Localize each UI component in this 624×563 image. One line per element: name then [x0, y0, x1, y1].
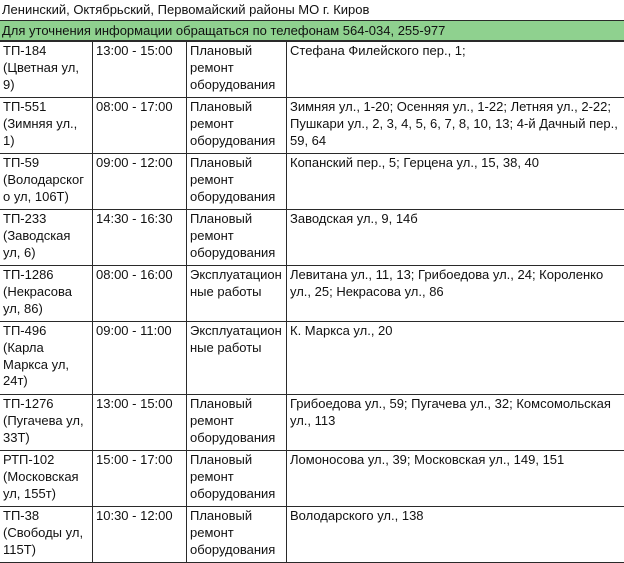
table-row [0, 42, 624, 98]
address-cell: Копанский пер., 5; Герцена ул., 15, 38, 40 [287, 154, 624, 210]
reason-cell: Плановый ремонт оборудования [187, 42, 287, 98]
reason-cell: Плановый ремонт оборудования [187, 154, 287, 210]
reason-cell: Плановый ремонт оборудования [187, 210, 287, 266]
time-cell: 15:00 - 17:00 [93, 451, 187, 507]
station-cell: ТП-1286 (Некрасова ул, 86) [0, 266, 93, 322]
table-row [0, 154, 624, 210]
time-cell: 10:30 - 12:00 [93, 507, 187, 563]
time-cell: 09:00 - 12:00 [93, 154, 187, 210]
time-cell: 09:00 - 11:00 [93, 322, 187, 395]
reason-cell: Плановый ремонт оборудования [187, 395, 287, 451]
outage-table [0, 41, 624, 563]
reason-cell: Эксплуатационные работы [187, 266, 287, 322]
address-cell: К. Маркса ул., 20 [287, 322, 624, 395]
table-row [0, 266, 624, 322]
table-row [0, 210, 624, 266]
address-cell: Заводская ул., 9, 14б [287, 210, 624, 266]
page-title: Ленинский, Октябрьский, Первомайский районы МО г. Киров [0, 0, 624, 20]
station-cell: ТП-233 (Заводская ул, 6) [0, 210, 93, 266]
time-cell: 08:00 - 16:00 [93, 266, 187, 322]
time-cell: 13:00 - 15:00 [93, 395, 187, 451]
table-row [0, 451, 624, 507]
station-cell: ТП-59 (Володарского ул, 106Т) [0, 154, 93, 210]
reason-cell: Плановый ремонт оборудования [187, 507, 287, 563]
reason-cell: Плановый ремонт оборудования [187, 451, 287, 507]
station-cell: ТП-496 (Карла Маркса ул, 24т) [0, 322, 93, 395]
table-row [0, 98, 624, 154]
contact-notice: Для уточнения информации обращаться по телефонам 564-034, 255-977 [0, 20, 624, 41]
address-cell: Грибоедова ул., 59; Пугачева ул., 32; Комсомольская ул., 113 [287, 395, 624, 451]
station-cell: ТП-551 (Зимняя ул., 1) [0, 98, 93, 154]
table-row [0, 507, 624, 563]
table-row [0, 322, 624, 395]
address-cell: Володарского ул., 138 [287, 507, 624, 563]
table-row [0, 395, 624, 451]
station-cell: РТП-102 (Московская ул, 155т) [0, 451, 93, 507]
address-cell: Левитана ул., 11, 13; Грибоедова ул., 24; Короленко ул., 25; Некрасова ул., 86 [287, 266, 624, 322]
reason-cell: Эксплуатационные работы [187, 322, 287, 395]
station-cell: ТП-184 (Цветная ул, 9) [0, 42, 93, 98]
time-cell: 08:00 - 17:00 [93, 98, 187, 154]
station-cell: ТП-1276 (Пугачева ул, 33Т) [0, 395, 93, 451]
station-cell: ТП-38 (Свободы ул, 115Т) [0, 507, 93, 563]
time-cell: 13:00 - 15:00 [93, 42, 187, 98]
reason-cell: Плановый ремонт оборудования [187, 98, 287, 154]
address-cell: Стефана Филейского пер., 1; [287, 42, 624, 98]
address-cell: Зимняя ул., 1-20; Осенняя ул., 1-22; Летняя ул., 2-22; Пушкари ул., 2, 3, 4, 5, 6, 7, 8, 10, 13; 4-й Дачный пер., 59, 64 [287, 98, 624, 154]
address-cell: Ломоносова ул., 39; Московская ул., 149, 151 [287, 451, 624, 507]
time-cell: 14:30 - 16:30 [93, 210, 187, 266]
